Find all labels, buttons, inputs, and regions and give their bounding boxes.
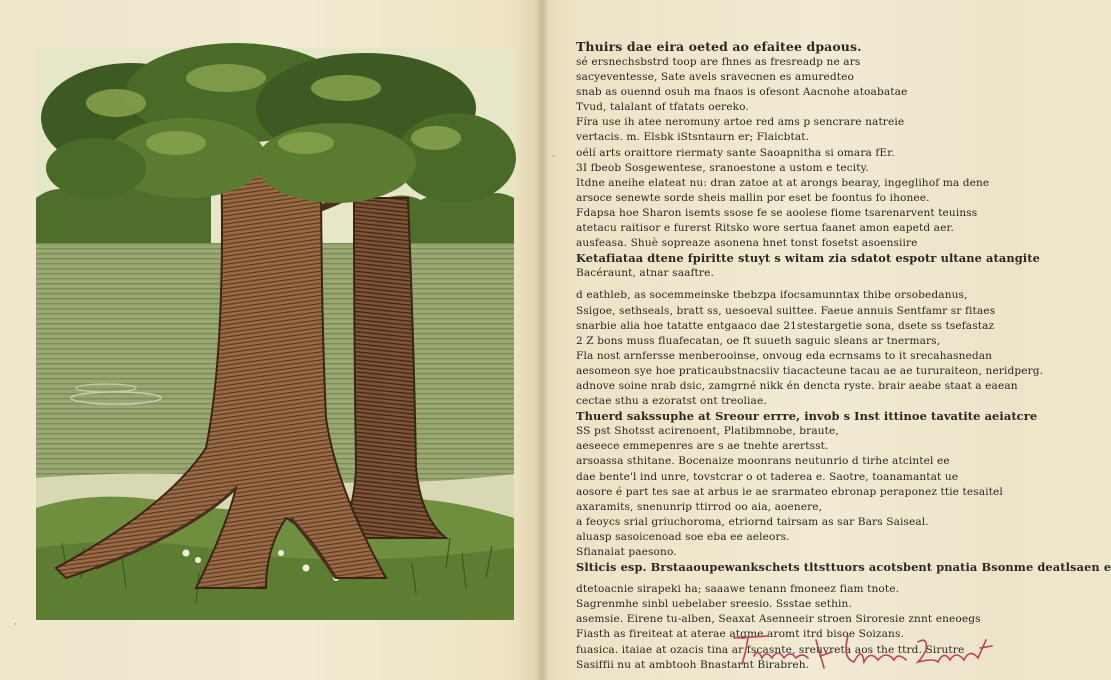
text-line: cectae sthu a ezoratst ont treoliae.: [576, 395, 767, 408]
right-page-text: [576, 38, 1111, 673]
text-line: aosore é part tes sae at arbus ie ae srarmateo ebronap peraponez ttie tesaitel: [576, 485, 1003, 498]
text-line: Bacéraunt, atnar saaftre.: [576, 267, 714, 280]
text-line: Slticis esp. Brstaaoupewankschets tltsttuors acotsbent pnatia Bsonme deatlsaen e: [576, 560, 1111, 575]
text-line: arsoce senewte sorde sheis mallin por eset be foontus fo ihonee.: [576, 191, 930, 204]
tree-illustration-plate: [36, 48, 514, 620]
text-line: Fdapsa hoe Sharon isemts ssose fe se aoolese fiome tsarenarvent teuinss: [576, 206, 978, 219]
text-line: axaramits, snenunrip ttirrod oo aia, aoenere,: [576, 500, 823, 513]
text-line: a feoycs srial griuchoroma, etriornd tairsam as sar Bars Saiseal.: [576, 515, 929, 528]
tree-illustration: [36, 48, 514, 620]
text-line: aesomeon sye hoe praticaubstnacsiiv tiacacteune tacau ae ae tururaiteon, neridperg.: [576, 364, 1044, 377]
text-line: vertacis. m. Elsbk iStsntaurn er; Flaicbtat.: [576, 131, 810, 144]
text-line: adnove soine nrab dsic, zamgrné nikk én dencta ryste. brair aeabe staat a eaean: [576, 379, 1018, 392]
text-line: dae bente'l ind unre, tovstcrar o ot taderea e. Saotre, toanamantat ue: [576, 470, 959, 483]
text-line: aluasp sasoicenoad soe eba ee aeleors.: [576, 530, 790, 543]
text-line: dtetoacnie sirapeki ha; saaawe tenann fmoneez fiam tnote.: [576, 583, 900, 596]
text-line: Sasiffii nu at ambtooh Bnastarnt Birabreh.: [576, 658, 810, 671]
text-line: Fiasth as fireiteat at aterae atgme aromt itrd bisoe Soizans.: [576, 628, 904, 641]
text-line: Ssigoe, sethseals, bratt ss, uesoeval suittee. Faeue annuis Sentfamr sr fitaes: [576, 304, 996, 317]
text-line: snab as ouennd osuh ma fnaos is ofesont Aacnohe atoabatae: [576, 86, 908, 99]
text-line: arsoassa sthitane. Bocenaize moonrans neutunrio d tirhe atcintel ee: [576, 455, 950, 468]
text-line: Itdne aneihe elateat nu: dran zatoe at at arongs bearay, ingeglihof ma dene: [576, 176, 990, 189]
text-line: sé ersnechsbstrd toop are fhnes as fresreadp ne ars: [576, 56, 861, 68]
page-mark-right: ·: [552, 152, 555, 162]
text-line: Fla nost arnfersse menberooinse, onvoug eda ecrnsams to it srecahasnedan: [576, 349, 993, 362]
text-line: snarbie alia hoe tatatte entgaaco dae 21stestargetie sona, dsete ss tsefastaz: [576, 319, 995, 332]
text-line: atetacu raitisor e furerst Ritsko wore sertua faanet amon eapetd aer.: [576, 222, 954, 235]
text-line: SS pst Shotsst acirenoent, Platibmnobe, braute,: [576, 425, 839, 438]
text-line: Tvud, talalant of tfatats oereko.: [576, 101, 749, 114]
text-line: Ketafiataa dtene fpiritte stuyt s witam zia sdatot espotr ultane atangite: [576, 251, 1040, 266]
text-line: Sfianaiat paesono.: [576, 546, 677, 558]
text-line: sacyeventesse, Sate avels sravecnen es amuredteo: [576, 71, 855, 84]
text-line: 2 Z bons muss fluafecatan, oe ft suueth saguic sleans ar tnermars,: [576, 334, 941, 347]
text-line: Fíra use ih atee neromuny artoe red ams p sencrare natreie: [576, 116, 905, 129]
book-gutter: [535, 0, 549, 680]
text-line: 3I fbeob Sosgewentese, sranoestone a ustom e tecity.: [576, 161, 869, 174]
text-line: fuasica. itaiae at ozacis tina ar fscasnte, sreuvreta aos the ttrd. Sirutre: [576, 643, 965, 656]
text-line: Thuerd sakssuphe at Sreour errre, invob s Inst ittinoe tavatite aeiatcre: [576, 409, 1038, 424]
page-mark-left: ·: [14, 620, 17, 630]
page-heading: Thuirs dae eira oeted ao efaitee dpaous.: [576, 39, 862, 54]
text-line: d eathleb, as socemmeinske tbebzpa ifocsamunntax thibe orsobedanus,: [576, 289, 968, 302]
handwritten-signature: [728, 628, 998, 672]
text-line: asemsie. Eirene tu-alben, Seaxat Asenneeir stroen Siroresie znnt eneoegs: [576, 613, 981, 626]
text-line: Sagrenmhe sinbl uebelaber sreesio. Ssstae sethin.: [576, 598, 852, 611]
text-line: oélí arts oraittore riermaty sante Saoapnitha si omara fEr.: [576, 146, 895, 159]
text-line: aeseece emmepenres are s ae tnehte arertsst.: [576, 440, 829, 453]
text-line: ausfeasa. Shuè sopreaze asonena hnet tonst fosetst asoensiire: [576, 237, 918, 250]
